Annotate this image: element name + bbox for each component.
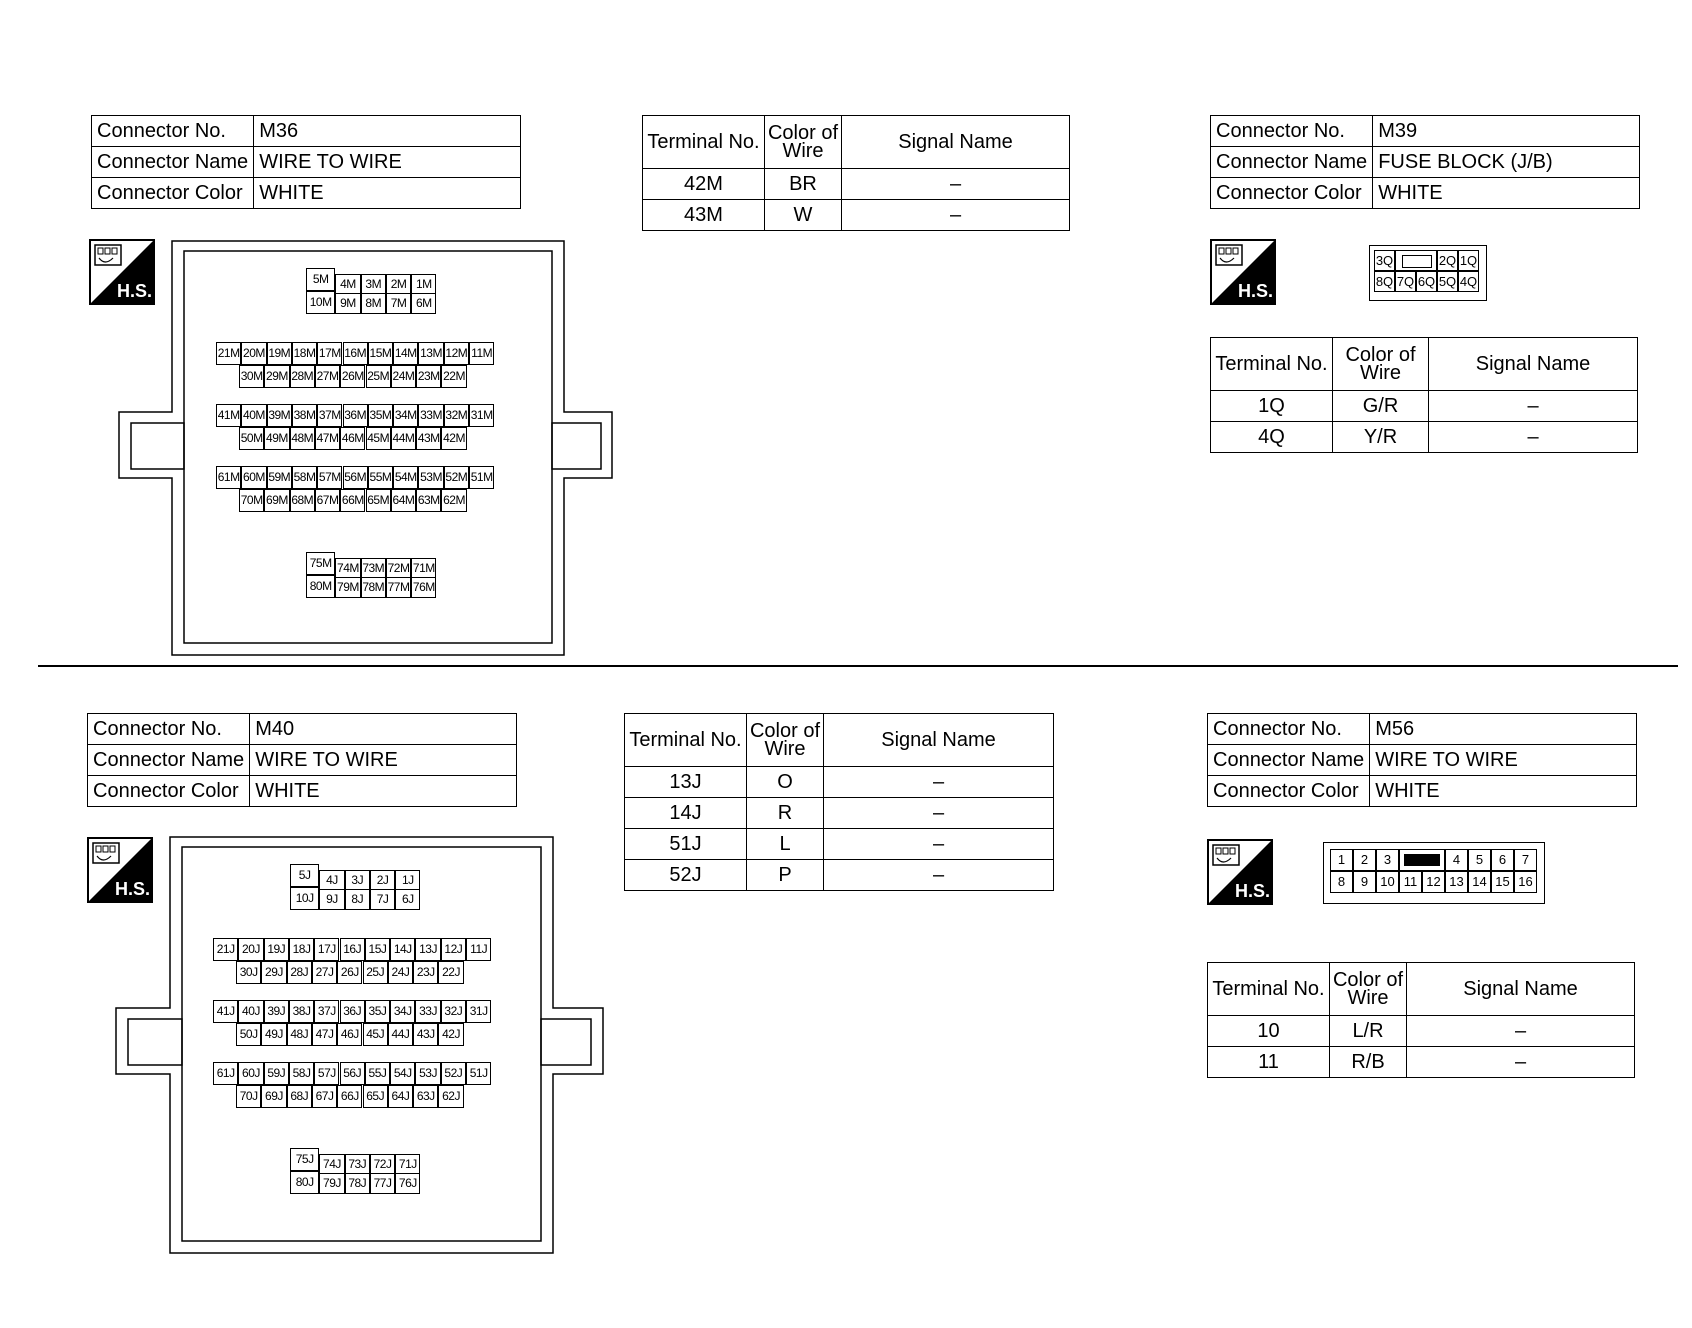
terminal-cell: 39M [267, 404, 292, 427]
terminal-cell: 73J [345, 1154, 370, 1175]
terminal-cell: 59M [267, 466, 292, 489]
wire-color: R [747, 798, 824, 829]
terminal-cell: 61M [216, 466, 241, 489]
signal-name-header: Signal Name [842, 116, 1070, 169]
terminal-cell: 79J [319, 1173, 344, 1194]
terminal-cell: 29J [261, 961, 286, 984]
wire-color: W [765, 200, 842, 231]
signal-name: – [824, 860, 1054, 891]
terminal-cell: 68M [290, 489, 315, 512]
terminal-cell: 22J [438, 961, 463, 984]
terminal-cell: 27J [312, 961, 337, 984]
terminal-cell: 37J [314, 1000, 339, 1023]
terminal-cell: 54M [393, 466, 418, 489]
terminal-cell: 1 [1330, 849, 1353, 871]
terminal-cell: 41M [216, 404, 241, 427]
terminal-cell: 18M [292, 342, 317, 365]
terminal-cell: 25M [366, 365, 391, 388]
m39-connector-color: WHITE [1373, 178, 1640, 209]
signal-name: – [824, 829, 1054, 860]
table-row [625, 829, 1054, 860]
terminal-cell: 73M [361, 558, 386, 579]
terminal-cell: 1Q [1458, 250, 1479, 271]
terminal-cell: 40J [238, 1000, 263, 1023]
terminal-cell: 48J [287, 1023, 312, 1046]
terminal-no: 43M [643, 200, 765, 231]
terminal-cell: 27M [315, 365, 340, 388]
hs-label: H.S. [1235, 881, 1271, 901]
terminal-cell: 4J [319, 870, 344, 891]
connector-no-label: Connector No. [92, 116, 254, 147]
terminal-cell: 43M [416, 427, 441, 450]
signal-name: – [842, 169, 1070, 200]
table-row [625, 767, 1054, 798]
terminal-cell: 72J [370, 1154, 395, 1175]
terminal-cell: 33M [418, 404, 443, 427]
terminal-cell: 16 [1514, 871, 1537, 893]
terminal-cell: 69J [261, 1085, 286, 1108]
m39-info-table [1210, 115, 1640, 209]
terminal-cell: 25J [363, 961, 388, 984]
connector-name-label: Connector Name [1208, 745, 1370, 776]
table-row [643, 200, 1070, 231]
terminal-cell: 7J [370, 889, 395, 910]
table-row [1211, 422, 1638, 453]
wire-color: P [747, 860, 824, 891]
terminal-cell: 17J [314, 938, 339, 961]
terminal-cell: 34J [390, 1000, 415, 1023]
terminal-cell: 11M [469, 342, 494, 365]
terminal-cell: 77M [386, 577, 411, 598]
harness-side-icon [1207, 839, 1273, 905]
terminal-cell: 2Q [1437, 250, 1458, 271]
terminal-cell: 2 [1353, 849, 1376, 871]
terminal-cell: 61J [213, 1062, 238, 1085]
terminal-cell: 8 [1330, 871, 1353, 893]
terminal-cell: 70M [239, 489, 264, 512]
terminal-cell: 76J [395, 1173, 420, 1194]
table-row [625, 798, 1054, 829]
wire-color-header: Color of Wire [765, 116, 842, 169]
terminal-no-header: Terminal No. [1208, 963, 1330, 1016]
wire-color-header: Color of Wire [1333, 338, 1429, 391]
terminal-cell: 76M [411, 577, 436, 598]
terminal-cell: 26J [337, 961, 362, 984]
terminal-cell: 16M [343, 342, 368, 365]
signal-name: – [1407, 1016, 1635, 1047]
terminal-cell: 14 [1468, 871, 1491, 893]
terminal-cell: 70J [236, 1085, 261, 1108]
terminal-cell: 62J [438, 1085, 463, 1108]
connector-color-label: Connector Color [1211, 178, 1373, 209]
terminal-cell: 39J [264, 1000, 289, 1023]
terminal-cell: 3Q [1374, 250, 1395, 271]
terminal-cell: 66M [340, 489, 365, 512]
table-row [625, 860, 1054, 891]
wire-color: L [747, 829, 824, 860]
terminal-cell: 31J [466, 1000, 491, 1023]
terminal-cell: 15M [368, 342, 393, 365]
terminal-cell: 47J [312, 1023, 337, 1046]
terminal-cell: 48M [290, 427, 315, 450]
terminal-cell: 21J [213, 938, 238, 961]
connector-name-label: Connector Name [1211, 147, 1373, 178]
m39-terminal-table [1210, 337, 1638, 453]
terminal-cell: 69M [264, 489, 289, 512]
terminal-cell: 7M [386, 293, 411, 314]
wire-color: L/R [1330, 1016, 1407, 1047]
harness-side-icon [1210, 239, 1276, 305]
terminal-no: 4Q [1211, 422, 1333, 453]
wire-color: Y/R [1333, 422, 1429, 453]
m40-info-table [87, 713, 517, 807]
connector-color-label: Connector Color [88, 776, 250, 807]
signal-name-header: Signal Name [1429, 338, 1638, 391]
terminal-cell: 18J [289, 938, 314, 961]
terminal-cell: 13M [418, 342, 443, 365]
terminal-cell: 29M [264, 365, 289, 388]
terminal-cell: 44M [391, 427, 416, 450]
m56-terminal-table [1207, 962, 1635, 1078]
terminal-cell: 2M [386, 274, 411, 295]
terminal-cell: 5M [306, 268, 335, 291]
terminal-cell: 46M [340, 427, 365, 450]
terminal-cell: 60M [241, 466, 266, 489]
terminal-cell: 35M [368, 404, 393, 427]
terminal-cell: 7 [1514, 849, 1537, 871]
terminal-no: 51J [625, 829, 747, 860]
terminal-cell: 10M [306, 291, 335, 314]
terminal-cell: 71J [395, 1154, 420, 1175]
terminal-cell: 8J [345, 889, 370, 910]
m40-terminal-table [624, 713, 1054, 891]
terminal-cell: 65J [363, 1085, 388, 1108]
terminal-cell: 14J [390, 938, 415, 961]
terminal-cell: 37M [317, 404, 342, 427]
m39-connector-no: M39 [1373, 116, 1640, 147]
terminal-cell: 6 [1491, 849, 1514, 871]
terminal-no: 10 [1208, 1016, 1330, 1047]
terminal-cell: 67M [315, 489, 340, 512]
terminal-cell: 1J [395, 870, 420, 891]
terminal-cell: 45J [363, 1023, 388, 1046]
terminal-cell: 62M [441, 489, 466, 512]
terminal-cell: 67J [312, 1085, 337, 1108]
connector-name-label: Connector Name [92, 147, 254, 178]
terminal-cell: 8Q [1374, 271, 1395, 292]
signal-name: – [1429, 422, 1638, 453]
terminal-cell: 42J [438, 1023, 463, 1046]
terminal-cell: 52M [444, 466, 469, 489]
m56-connector-no: M56 [1370, 714, 1637, 745]
terminal-cell: 9J [319, 889, 344, 910]
m40-connector-housing [115, 836, 605, 1254]
terminal-cell: 34M [393, 404, 418, 427]
terminal-cell: 50J [236, 1023, 261, 1046]
terminal-cell: 36J [340, 1000, 365, 1023]
terminal-cell: 23J [413, 961, 438, 984]
terminal-cell: 7Q [1395, 271, 1416, 292]
connector-no-label: Connector No. [1208, 714, 1370, 745]
terminal-cell: 9 [1353, 871, 1376, 893]
signal-name: – [1407, 1047, 1635, 1078]
wire-color-header: Color of Wire [1330, 963, 1407, 1016]
terminal-cell: 6Q [1416, 271, 1437, 292]
terminal-cell: 9M [335, 293, 360, 314]
terminal-no: 14J [625, 798, 747, 829]
terminal-cell: 64J [388, 1085, 413, 1108]
terminal-cell: 53J [415, 1062, 440, 1085]
terminal-cell: 38J [289, 1000, 314, 1023]
m56-info-table [1207, 713, 1637, 807]
terminal-cell: 57J [314, 1062, 339, 1085]
terminal-cell: 4M [335, 274, 360, 295]
m36-connector-name: WIRE TO WIRE [254, 147, 521, 178]
terminal-cell: 75M [306, 552, 335, 575]
hs-label: H.S. [117, 281, 153, 301]
terminal-cell: 30J [236, 961, 261, 984]
terminal-cell: 28J [287, 961, 312, 984]
terminal-cell: 5J [290, 864, 319, 887]
terminal-cell: 74J [319, 1154, 344, 1175]
terminal-cell: 58J [289, 1062, 314, 1085]
signal-name: – [842, 200, 1070, 231]
terminal-cell: 19J [264, 938, 289, 961]
terminal-cell: 57M [317, 466, 342, 489]
terminal-cell: 75J [290, 1148, 319, 1171]
terminal-cell: 10J [290, 887, 319, 910]
terminal-cell: 46J [337, 1023, 362, 1046]
terminal-cell: 40M [241, 404, 266, 427]
connector-no-label: Connector No. [88, 714, 250, 745]
terminal-cell: 4 [1445, 849, 1468, 871]
key-slot [1399, 849, 1445, 871]
terminal-cell: 32M [444, 404, 469, 427]
wire-color: R/B [1330, 1047, 1407, 1078]
terminal-cell: 30M [239, 365, 264, 388]
terminal-cell: 1M [411, 274, 436, 295]
terminal-cell: 68J [287, 1085, 312, 1108]
m40-connector-name: WIRE TO WIRE [250, 745, 517, 776]
terminal-cell: 52J [441, 1062, 466, 1085]
terminal-cell: 20J [238, 938, 263, 961]
terminal-no-header: Terminal No. [1211, 338, 1333, 391]
terminal-cell: 43J [413, 1023, 438, 1046]
terminal-cell: 2J [370, 870, 395, 891]
terminal-cell: 12M [444, 342, 469, 365]
terminal-cell: 19M [267, 342, 292, 365]
terminal-cell: 31M [469, 404, 494, 427]
connector-name-label: Connector Name [88, 745, 250, 776]
terminal-cell: 26M [340, 365, 365, 388]
terminal-cell: 41J [213, 1000, 238, 1023]
terminal-cell: 63J [413, 1085, 438, 1108]
terminal-cell: 22M [441, 365, 466, 388]
terminal-cell: 15J [365, 938, 390, 961]
terminal-cell: 12J [441, 938, 466, 961]
terminal-no: 1Q [1211, 391, 1333, 422]
terminal-cell: 45M [366, 427, 391, 450]
terminal-cell: 53M [418, 466, 443, 489]
terminal-cell: 38M [292, 404, 317, 427]
terminal-cell: 49J [261, 1023, 286, 1046]
m39-connector-face [1369, 245, 1487, 301]
terminal-cell: 20M [241, 342, 266, 365]
terminal-cell: 80M [306, 575, 335, 598]
terminal-cell: 77J [370, 1173, 395, 1194]
connector-no-label: Connector No. [1211, 116, 1373, 147]
terminal-cell: 21M [216, 342, 241, 365]
terminal-cell: 51J [466, 1062, 491, 1085]
wire-color: G/R [1333, 391, 1429, 422]
terminal-cell: 55M [368, 466, 393, 489]
terminal-cell: 11 [1399, 871, 1422, 893]
signal-name: – [1429, 391, 1638, 422]
terminal-cell: 28M [290, 365, 315, 388]
terminal-cell: 71M [411, 558, 436, 579]
table-row [1211, 391, 1638, 422]
terminal-cell: 10 [1376, 871, 1399, 893]
terminal-cell: 13 [1445, 871, 1468, 893]
terminal-cell: 74M [335, 558, 360, 579]
terminal-cell: 56J [340, 1062, 365, 1085]
terminal-no: 42M [643, 169, 765, 200]
terminal-cell: 8M [361, 293, 386, 314]
m36-connector-housing [118, 240, 614, 656]
terminal-cell: 42M [441, 427, 466, 450]
terminal-no: 52J [625, 860, 747, 891]
terminal-cell: 78J [345, 1173, 370, 1194]
terminal-cell: 47M [315, 427, 340, 450]
terminal-cell: 59J [264, 1062, 289, 1085]
terminal-cell: 14M [393, 342, 418, 365]
wire-color-header: Color of Wire [747, 714, 824, 767]
terminal-cell: 24J [388, 961, 413, 984]
terminal-no-header: Terminal No. [643, 116, 765, 169]
terminal-cell: 79M [335, 577, 360, 598]
terminal-cell: 15 [1491, 871, 1514, 893]
terminal-cell: 65M [366, 489, 391, 512]
connector-color-label: Connector Color [1208, 776, 1370, 807]
m39-connector-name: FUSE BLOCK (J/B) [1373, 147, 1640, 178]
m36-connector-color: WHITE [254, 178, 521, 209]
terminal-cell: 5 [1468, 849, 1491, 871]
terminal-cell: 36M [343, 404, 368, 427]
terminal-cell: 24M [391, 365, 416, 388]
m40-connector-no: M40 [250, 714, 517, 745]
signal-name-header: Signal Name [824, 714, 1054, 767]
m36-info-table [91, 115, 521, 209]
terminal-cell: 60J [238, 1062, 263, 1085]
terminal-cell: 64M [391, 489, 416, 512]
terminal-cell: 44J [388, 1023, 413, 1046]
terminal-cell: 35J [365, 1000, 390, 1023]
hs-label: H.S. [1238, 281, 1274, 301]
terminal-cell: 3 [1376, 849, 1399, 871]
terminal-cell: 55J [365, 1062, 390, 1085]
m40-connector-color: WHITE [250, 776, 517, 807]
terminal-cell: 3M [361, 274, 386, 295]
terminal-cell: 56M [343, 466, 368, 489]
terminal-cell: 13J [415, 938, 440, 961]
terminal-cell: 3J [345, 870, 370, 891]
terminal-cell: 66J [337, 1085, 362, 1108]
signal-name-header: Signal Name [1407, 963, 1635, 1016]
terminal-cell: 58M [292, 466, 317, 489]
terminal-cell: 4Q [1458, 271, 1479, 292]
key-slot [1395, 250, 1437, 271]
terminal-cell: 33J [415, 1000, 440, 1023]
m36-connector-no: M36 [254, 116, 521, 147]
m36-terminal-table [642, 115, 1070, 231]
signal-name: – [824, 767, 1054, 798]
table-row [643, 169, 1070, 200]
connector-color-label: Connector Color [92, 178, 254, 209]
hs-label: H.S. [115, 879, 151, 899]
terminal-no: 11 [1208, 1047, 1330, 1078]
terminal-no: 13J [625, 767, 747, 798]
terminal-cell: 78M [361, 577, 386, 598]
terminal-cell: 23M [416, 365, 441, 388]
terminal-no-header: Terminal No. [625, 714, 747, 767]
terminal-cell: 50M [239, 427, 264, 450]
terminal-cell: 6J [395, 889, 420, 910]
table-row [1208, 1016, 1635, 1047]
signal-name: – [824, 798, 1054, 829]
terminal-cell: 17M [317, 342, 342, 365]
terminal-cell: 49M [264, 427, 289, 450]
terminal-cell: 5Q [1437, 271, 1458, 292]
terminal-cell: 80J [290, 1171, 319, 1194]
terminal-cell: 16J [340, 938, 365, 961]
table-row [1208, 1047, 1635, 1078]
terminal-cell: 12 [1422, 871, 1445, 893]
terminal-cell: 72M [386, 558, 411, 579]
terminal-cell: 54J [390, 1062, 415, 1085]
m56-connector-color: WHITE [1370, 776, 1637, 807]
terminal-cell: 51M [469, 466, 494, 489]
m56-connector-face [1323, 842, 1545, 904]
wire-color: BR [765, 169, 842, 200]
section-divider [38, 665, 1678, 667]
m56-connector-name: WIRE TO WIRE [1370, 745, 1637, 776]
terminal-cell: 11J [466, 938, 491, 961]
terminal-cell: 63M [416, 489, 441, 512]
wire-color: O [747, 767, 824, 798]
terminal-cell: 6M [411, 293, 436, 314]
terminal-cell: 32J [441, 1000, 466, 1023]
